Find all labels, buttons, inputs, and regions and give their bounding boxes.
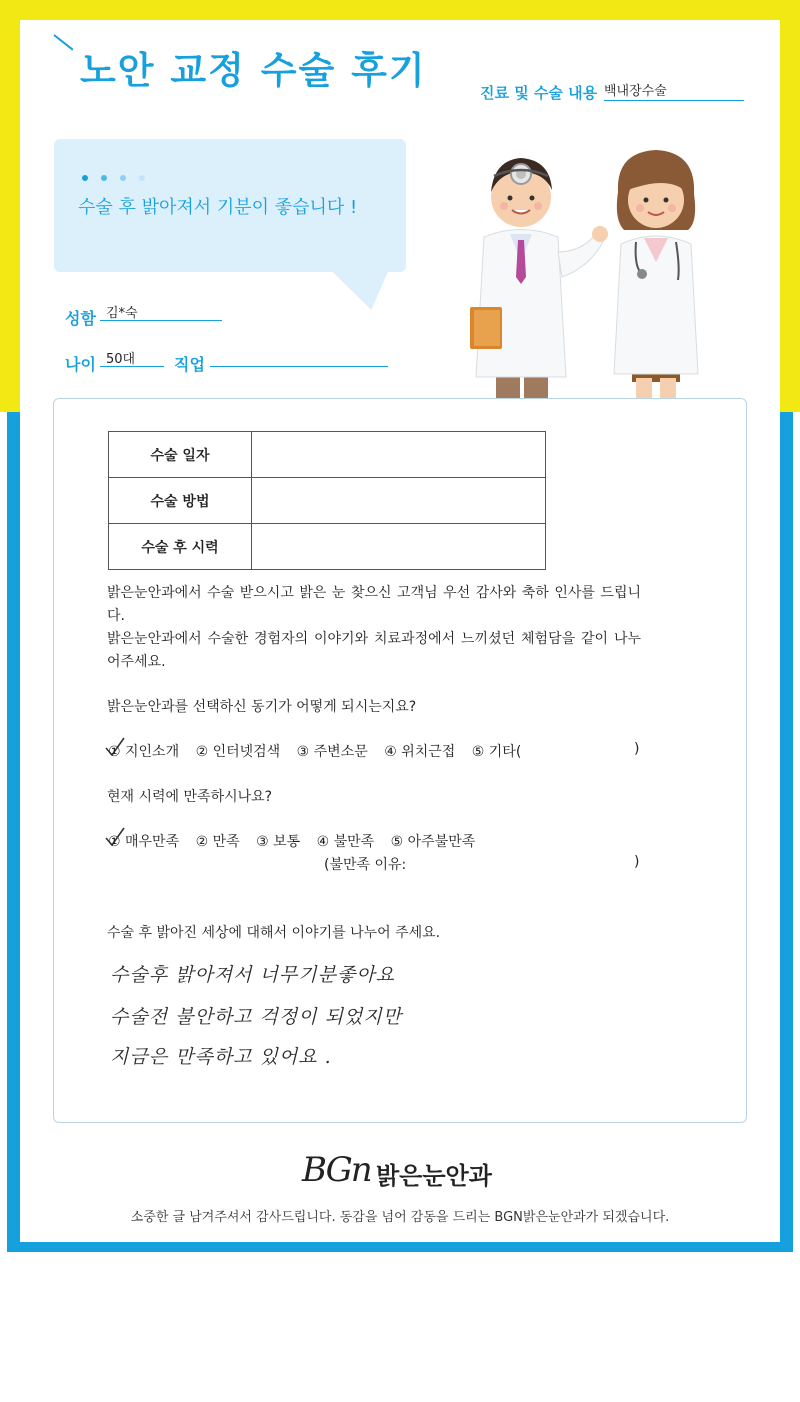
option-item: ① 매우만족 [108, 834, 180, 850]
question-1-options [108, 741, 533, 761]
table-header-cell: 수술 방법 [109, 478, 252, 524]
treatment-content-value: 백내장수술 [604, 80, 744, 101]
dissatisfaction-reason-label: (불만족 이유: [324, 857, 407, 873]
option-item: ④ 불만족 [316, 834, 375, 850]
option-item: ④ 위치근접 [384, 744, 456, 760]
question-1: 밝은눈안과를 선택하신 동기가 어떻게 되시는지요? [107, 699, 417, 715]
option-item: ① 지인소개 [108, 744, 180, 760]
option-item: ② 만족 [195, 834, 240, 850]
dot-icon [120, 175, 126, 181]
dot-icon [82, 175, 88, 181]
treatment-content-label: 진료 및 수술 내용 [480, 84, 598, 102]
table-value-cell [252, 432, 546, 478]
option-item: ② 인터넷검색 [195, 744, 281, 760]
doctors-illustration [466, 142, 716, 400]
table-header-cell: 수술 일자 [109, 432, 252, 478]
dot-icon [101, 175, 107, 181]
table-value-cell [252, 478, 546, 524]
age-value: 50대 [100, 348, 164, 367]
surgery-info-table [108, 431, 546, 570]
option-item: ⑤ 기타( [471, 744, 522, 760]
job-label: 직업 [174, 355, 205, 374]
question-2-options [108, 831, 487, 851]
option-item: ③ 보통 [256, 834, 301, 850]
bubble-headline: 수술 후 밝아져서 기분이 좋습니다 ! [78, 197, 358, 218]
table-header-cell: 수술 후 시력 [109, 524, 252, 570]
page-title: 노안 교정 수술 후기 [80, 49, 427, 92]
table-value-cell [252, 524, 546, 570]
footer-message: 소중한 글 남겨주셔서 감사드립니다. 동감을 넘어 감동을 드리는 BGN밝은눈안과가 되겠습니다. [130, 1210, 670, 1225]
handwritten-answer-line: 지금은 만족하고 있어요 . [110, 1046, 332, 1068]
logo-name: 밝은눈안과 [376, 1162, 492, 1190]
close-paren: ) [634, 741, 640, 757]
option-item: ⑤ 아주불만족 [390, 834, 476, 850]
table-row [109, 432, 546, 478]
logo-mark: BGn [302, 1150, 371, 1190]
bubble-dots [82, 166, 158, 185]
job-value [210, 348, 388, 367]
name-label: 성함 [65, 309, 96, 328]
age-label: 나이 [65, 355, 96, 374]
male-doctor-figure [470, 158, 608, 400]
handwritten-answer-line: 수술후 밝아져서 너무기분좋아요 [110, 964, 396, 986]
intro-paragraph-2: 밝은눈안과에서 수술한 경험자의 이야기와 치료과정에서 느끼셨던 체험담을 같이 나누어주세요. [107, 631, 641, 670]
treatment-content-row [480, 82, 748, 100]
question-3: 수술 후 밝아진 세상에 대해서 이야기를 나누어 주세요. [107, 925, 441, 941]
intro-paragraph-1: 밝은눈안과에서 수술 받으시고 밝은 눈 찾으신 고객님 우선 감사와 축하 인사를 드립니다. [107, 585, 641, 624]
dot-icon [139, 175, 145, 181]
name-value: 김*숙 [100, 302, 222, 321]
table-row [109, 478, 546, 524]
close-paren: ) [634, 854, 640, 870]
question-2: 현재 시력에 만족하시나요? [107, 789, 273, 805]
handwritten-answer-line: 수술전 불안하고 걱정이 되었지만 [110, 1006, 403, 1028]
female-doctor-figure [614, 150, 698, 400]
table-row [109, 524, 546, 570]
option-item: ③ 주변소문 [296, 744, 368, 760]
